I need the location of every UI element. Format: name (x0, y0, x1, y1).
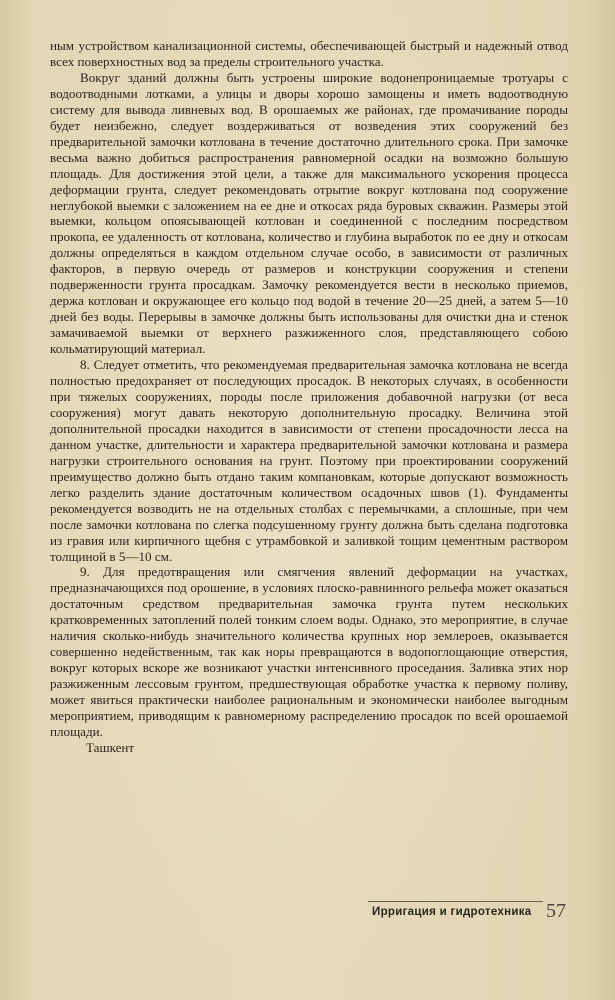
city-signature: Ташкент (86, 739, 135, 755)
paragraph-item-8: 8. Следует отметить, что рекомендуемая предварительная замочка котлована не всегда полностью предохраняет от последующих просадок. В некоторых случаях, в особенности при тяжелых сооружениях, породы после приложения добавочной нагрузки (от веса сооружения) могут давать некоторую дополнительную просадку. Величина этой дополнительной просадки находится в зависимости от степени просадочности лесса на данном участке, длительности и характера предварительной замочки котлована и размера нагрузки строительного основания на грунт. Поэтому при проектировании сооружений преимущество должно быть отдано таким компановкам, которые допускают возможность легко разделить здание достаточным количеством осадочных швов (1). Фундаменты рекомендуется возводить не на отдельных столбах с перемычками, а сплошные, при чем после замочки котлована по слегка подсушенному грунту должна быть сделана подготовка из гравия или кирпичного щебня с утрамбовкой и заливкой тощим цементным раствором толщиной в 5—10 см. (50, 357, 568, 564)
journal-title: Ирригация и гидротехника (372, 906, 532, 918)
paragraph-continuation: ным устройством канализационной системы, обеспечивающей быстрый и надежный отвод всех поверхностных вод за пределы строительного участка. (50, 38, 568, 69)
footer-rule (368, 901, 543, 902)
paragraph-item-9: 9. Для предотвращения или смягчения явлений деформации на участках, предназначающихся под орошение, в условиях плоско-равнинного рельефа может оказаться достаточным средством предварительная замочка грунта путем нескольких кратковременных затоплений полей тонким слоем воды. Однако, это мероприятие, в случае наличия сколько-нибудь значительного количества крупных нор землероев, оказывается совершенно недейственным, так как норы превращаются в водопоглощающие отверстия, вокруг которых вскоре же возникают участки интенсивного проседания. Заливка этих нор разжиженным лессовым грунтом, предшествующая обработке участка к первому поливу, может явиться практически наиболее рациональным и экономически наиболее выгодным мероприятием, приводящим к равномерному распределению просадок по всей орошаемой площади. (50, 564, 568, 739)
paragraph-surroundings: Вокруг зданий должны быть устроены широкие водонепроницаемые тротуары с водоотводными лотками, а улицы и дворы хорошо замощены и иметь водоотводную систему для вывода ливневых вод. В орошаемых же районах, где промачивание породы будет неизбежно, следует воздерживаться от возведения этих сооружений без предварительной замочки котлована в течение достаточно длительного срока. При замочке весьма важно добиться распространения равномерной осадки на возможно большую площадь. Для достижения этой цели, а также для максимального ускорения процесса деформации грунта, следует рекомендовать отрытие вокруг котлована под сооружение неглубокой выемки с заложением на ее дне и откосах ряда буровых скважин. Размеры этой выемки, кольцом опоясывающей котлован и соединенной с последним посредством прокопа, ее удаленность от котлована, количество и глубина выработок по ее дну и откосам должны определяться в каждом отдельном случае особо, в зависимости от различных факторов, в первую очередь от размеров и конструкции сооружения и степени подверженности грунта просадкам. Замочку рекомендуется вести в несколько приемов, держа котлован и окружающее его кольцо под водой в течение 20—25 дней, а затем 5—10 дней без воды. Перерывы в замочке должны быть использованы для очистки дна и стенок замачиваемой выемки от верхнего разжиженного слоя, представляющего собою кольматирующий материал. (50, 69, 568, 357)
article-body (50, 38, 568, 756)
page-number: 57 (546, 900, 566, 922)
